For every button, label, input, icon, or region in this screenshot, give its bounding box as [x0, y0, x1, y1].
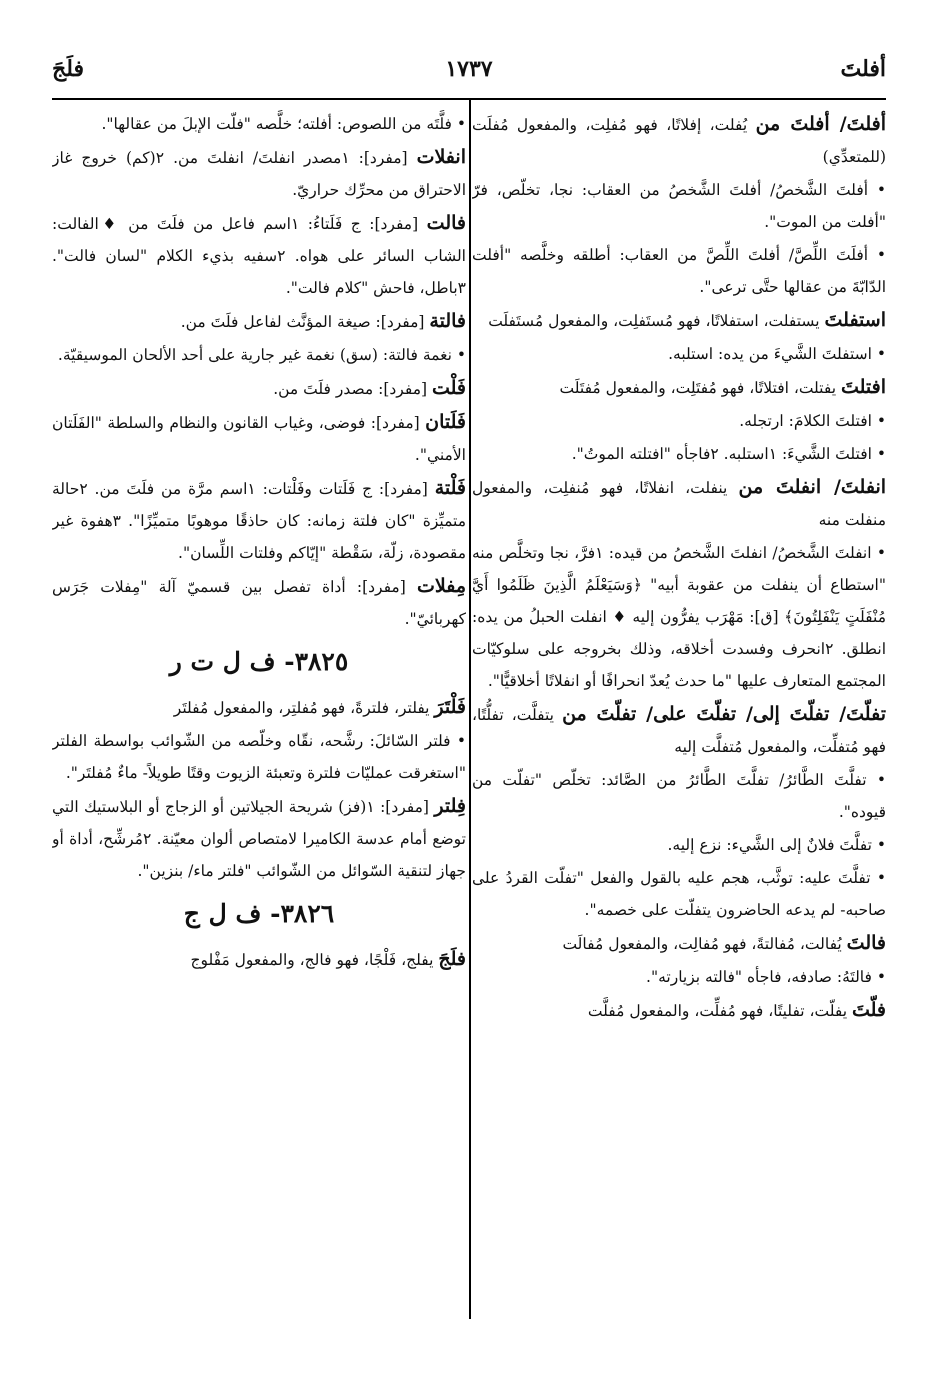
root-heading: ٣٨٢٦- ف ل ج	[183, 899, 335, 928]
dictionary-entry	[472, 304, 886, 337]
dictionary-entry	[52, 790, 466, 887]
right-column	[472, 108, 886, 1329]
page-header	[52, 52, 886, 92]
entry-headword: فِلتر	[434, 795, 466, 817]
entry-headword: افتلتَ	[840, 376, 886, 398]
entry-definition: يُفالت، مُفالتةً، فهو مُفالِت، والمفعول مُفالَت	[562, 935, 847, 953]
entry-headword: استفلتَ	[824, 309, 886, 331]
entry-definition: • أفلَتَ اللِّصَّ/ أفلتَ اللِّصَّ من العقاب: أطلقه وخلَّصه "أفلت الدّابّةَ من عقالها حتَّى ترعى".	[472, 246, 886, 296]
entry-headword: فالت	[426, 212, 466, 234]
dictionary-entry	[52, 943, 466, 976]
dictionary-entry	[472, 338, 886, 370]
dictionary-entry	[472, 108, 886, 173]
entry-definition: • أفلتَ الشَّخصُ/ أفلتَ الشَّخصُ من العقاب: نجا، تخلّص، فرّ "أفلت من الموت".	[472, 181, 886, 231]
dictionary-entry	[52, 108, 466, 140]
dictionary-entry	[472, 698, 886, 763]
dictionary-entry	[472, 927, 886, 960]
left-column	[52, 108, 466, 1329]
entry-definition: ينفلت، انفلاتًا، فهو مُنفلِت، والمفعول منفلت منه	[472, 479, 886, 529]
entry-headword: فَلْتة	[434, 477, 466, 499]
entry-definition: [مفرد]: ج فَلَتات وفَلْتات: ١اسم مرَّة من فلَتَ من. ٢حالة متميِّزة "كان فلتة زمانه: كان حاذقًا موهوبًا متميِّزًا". ٣هفوة غير مقصودة، زلّة، سَقْطة "إيّاكم وفلتات اللِّسان".	[52, 480, 466, 562]
dictionary-entry	[52, 141, 466, 206]
dictionary-entry	[472, 371, 886, 404]
page-number: ١٧٣٧	[445, 56, 493, 82]
entry-definition: [مفرد]: أداة تفصل بين قسميّ آلة "مِفلات جَرَس كهربائيّ".	[52, 578, 466, 628]
dictionary-entry	[52, 207, 466, 304]
dictionary-entry	[52, 406, 466, 471]
header-first-word: أفلتَ	[840, 56, 886, 82]
dictionary-entry	[472, 994, 886, 1027]
entry-definition: • فلتر السّائلَ: رشَّحه، نقّاه وخلّصه من الشّوائب بواسطة الفلتر "استغرقت عمليّات فلترة وتعبئة الزيوت وقتًا طويلاً- ماءٌ مُفلتَر".	[52, 732, 466, 782]
entry-headword: فَلَتان	[425, 411, 466, 433]
dictionary-entry	[472, 862, 886, 926]
entry-definition: [مفرد]: ج فَلَتاءُ: ١اسم فاعل من فلَتَ من ♦الفالت: الشاب السائر على هواه. ٢سفيه بذيء الكلام "لسان فالت". ٣باطل، فاحش "كلام فالت".	[52, 215, 466, 297]
dictionary-entry	[52, 372, 466, 405]
entry-headword: فالتة	[429, 310, 466, 332]
column-divider	[469, 100, 471, 1319]
root-heading: ٣٨٢٥- ف ل ت ر	[169, 647, 349, 676]
entry-definition: • تفلَّتَ عليه: توثَّب، هجم عليه بالقول والفعل "تفلّت القردُ على صاحبه- لم يدعه الحاضرون يتفلّت على خصمه".	[472, 869, 886, 919]
entry-definition: • فلَّتَه من اللصوص: أفلته؛ خلَّصه "فلّت الإبلَ من عقالها".	[101, 115, 466, 133]
dictionary-entry	[472, 174, 886, 238]
dictionary-entry	[52, 570, 466, 635]
dictionary-entry	[472, 961, 886, 993]
entry-definition: يستفلت، استفلاتًا، فهو مُستَفلِت، والمفعول مُستَفلَت	[488, 312, 825, 330]
dictionary-entry	[472, 438, 886, 470]
entry-headword: فَلْتَرَ	[434, 696, 466, 718]
header-last-word: فلَجَ	[52, 56, 85, 82]
entry-definition: يفلتر، فلترةً، فهو مُفلتِر، والمفعول مُفلتَر	[173, 699, 435, 717]
dictionary-entry	[52, 305, 466, 338]
dictionary-entry	[52, 691, 466, 724]
entry-headword: انفلات	[416, 146, 466, 168]
entry-definition: [مفرد]: مصدر فلَتَ من.	[273, 380, 432, 398]
dictionary-entry	[472, 537, 886, 697]
entry-definition: • افتلتَ الشَّيءَ: ١استلبه. ٢فاجأه "افتلته الموتُ".	[571, 445, 886, 463]
entry-definition: • انفلتَ الشَّخصُ/ انفلتَ الشَّخصُ من قيده: ١فرَّ، نجا وتخلَّص منه "استطاع أن ينفلت من عقوبة أبيه" ﴿وَسَيَعْلَمُ الَّذِينَ ظَلَمُوا أَيَّ مُنْفَلَتٍ يَنْفَلِتُونَ﴾ [ق]: مَهْرَب يفرُّون إليه ♦ انفلت الحبلُ من يده: انطلق. ٢انحرف وفسدت أخلاقه، وذلك بخروجه على سلوكيّات المجتمع المتعارف عليها "ما حدث يُعدّ انحرافًا أو انفلاتًا أخلاقيًّا".	[472, 544, 886, 690]
dictionary-entry	[472, 405, 886, 437]
entry-headword: فالتَ	[846, 932, 886, 954]
entry-definition: يُفلت، إفلاتًا، فهو مُفلِت، والمفعول مُفلَت (للمتعدِّي)	[472, 116, 886, 166]
entry-definition: يفتلت، افتلاتًا، فهو مُفتَلِت، والمفعول مُفتَلَت	[559, 379, 841, 397]
entry-definition: يفلج، فَلْجًا، فهو فالج، والمفعول مَفْلوج	[190, 951, 439, 969]
entry-definition: [مفرد]: ١(فز) شريحة الجيلاتين أو الزجاج أو البلاستيك التي توضع أمام عدسة الكاميرا لامتصاص ألوان معيّنة. ٢مُرشِّح، أداة أو جهاز لتنقية السّوائل من الشّوائب "فلتر ماء/ بنزين".	[52, 798, 466, 880]
entry-definition: • تفلَّتَ الطَّائرُ/ تفلَّتَ الطَّائرُ من الصَّائد: تخلّص "تفلّت من قيوده".	[472, 771, 886, 821]
dictionary-entry	[52, 339, 466, 371]
dictionary-entry	[52, 472, 466, 569]
entry-definition: يفلّت، تفليتًا، فهو مُفلِّت، والمفعول مُفلَّت	[587, 1002, 852, 1020]
dictionary-entry	[472, 764, 886, 828]
entry-headword: انفلتَ/ انفلتَ من	[738, 476, 886, 498]
entry-definition: يتفلَّت، تفلُّتًا، فهو مُتفلِّت، والمفعول مُتفلَّت إليه	[472, 706, 886, 756]
entry-definition: [مفرد]: فوضى، وغياب القانون والنظام والسلطة "الفَلَتان الأمني".	[52, 414, 466, 464]
entry-headword: فلَجَ	[438, 948, 466, 970]
entry-definition: • فالتَهُ: صادفه، فاجأه "فالته بزيارته".	[646, 968, 886, 986]
entry-definition: • استفلتَ الشَّيءَ من يده: استلبه.	[668, 345, 886, 363]
entry-definition: • تفلَّتَ فلانٌ إلى الشَّيء: نزع إليه.	[667, 836, 886, 854]
entry-headword: أفلتَ/ أفلتَ من	[755, 113, 886, 135]
entry-definition: [مفرد]: ١مصدر انفلتَ/ انفلتَ من. ٢(كم) خروج غاز الاحتراق من محرِّك حراريّ.	[52, 149, 466, 199]
dictionary-entry	[472, 829, 886, 861]
dictionary-entry	[472, 471, 886, 536]
dictionary-entry	[472, 239, 886, 303]
dictionary-entry	[52, 725, 466, 789]
entry-headword: تفلّتَ/ تفلّتَ إلى/ تفلّتَ على/ تفلّتَ من	[562, 703, 886, 725]
entry-definition: [مفرد]: صيغة المؤنَّث لفاعل فلَتَ من.	[180, 313, 430, 331]
entry-headword: مِفلات	[416, 575, 466, 597]
entry-headword: فلّتَ	[851, 999, 886, 1021]
entry-definition: • افتلتَ الكلامَ: ارتجله.	[739, 412, 886, 430]
entry-headword: فَلْت	[431, 377, 466, 399]
entry-definition: • نغمة فالتة: (سق) نغمة غير جارية على أحد الألحان الموسيقيّة.	[57, 346, 466, 364]
